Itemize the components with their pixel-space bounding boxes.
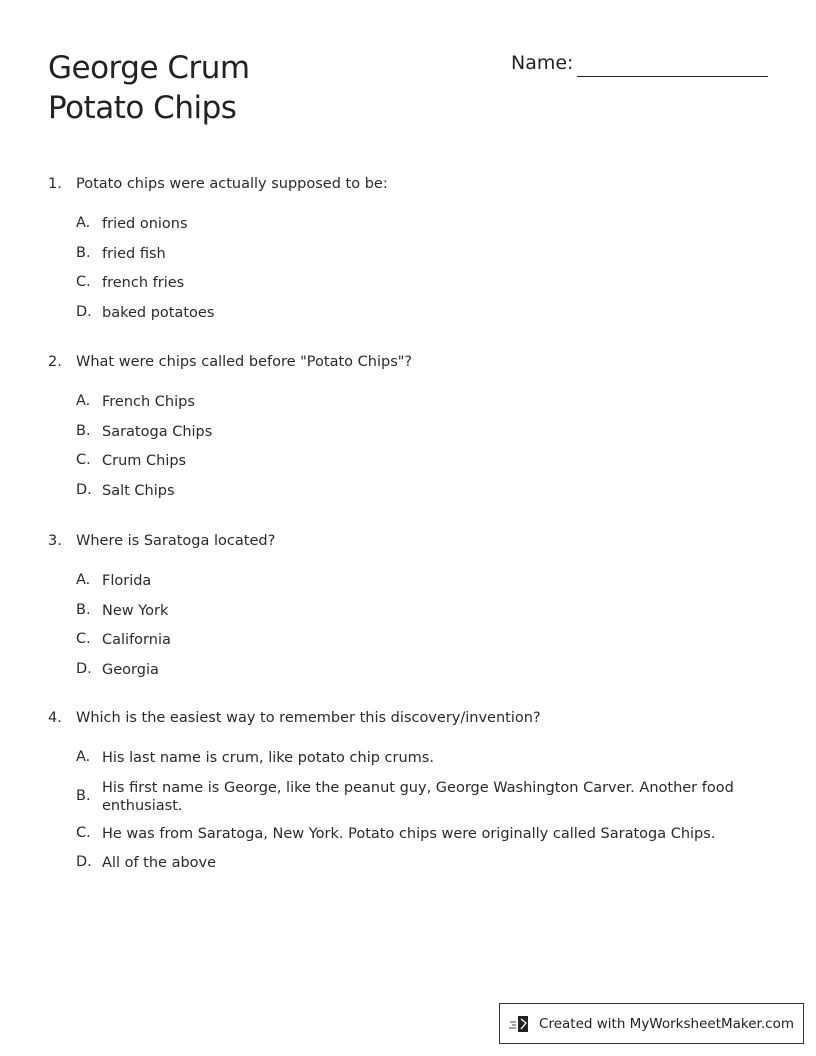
option-text: Florida xyxy=(102,573,152,589)
option-text: California xyxy=(102,632,171,648)
page-title xyxy=(48,48,250,128)
option-letter: B. xyxy=(76,787,91,804)
option-text: French Chips xyxy=(102,394,195,410)
option-letter: A. xyxy=(76,215,91,231)
question-number: 2. xyxy=(48,354,62,370)
option-letter: C. xyxy=(76,631,91,647)
question-text: What were chips called before "Potato Chips"? xyxy=(76,354,413,370)
option-text: fried fish xyxy=(102,245,166,262)
title-line-1: George Crum xyxy=(48,50,250,86)
option-letter: C. xyxy=(76,824,91,841)
option-letter: A. xyxy=(76,749,91,765)
option-text: Georgia xyxy=(102,661,159,678)
option-letter: D. xyxy=(76,854,92,870)
option-letter: A. xyxy=(76,572,91,588)
title-line-2: Potato Chips xyxy=(48,90,237,126)
option-text: His first name is George, like the peanut guy, George Washington Carver. Another food xyxy=(102,779,734,796)
option-letter: B. xyxy=(76,601,91,618)
question-text: Which is the easiest way to remember this discovery/invention? xyxy=(76,710,541,726)
option-text: Saratoga Chips xyxy=(102,423,213,440)
option-text: New York xyxy=(102,602,169,619)
option-text: french fries xyxy=(102,275,185,291)
option-letter: B. xyxy=(76,244,91,261)
question-number: 1. xyxy=(48,176,62,192)
name-field-line[interactable] xyxy=(577,76,768,77)
option-text: Crum Chips xyxy=(102,453,187,469)
question-number: 4. xyxy=(48,710,62,726)
option-letter: A. xyxy=(76,393,91,409)
footer-text: Created with MyWorksheetMaker.com xyxy=(539,1015,794,1032)
option-text: baked potatoes xyxy=(102,304,215,321)
option-letter: D. xyxy=(76,481,92,498)
option-letter: D. xyxy=(76,303,92,320)
name-label: Name: xyxy=(511,52,574,74)
option-text: All of the above xyxy=(102,855,217,871)
option-text: His last name is crum, like potato chip crums. xyxy=(102,750,434,766)
question-text: Potato chips were actually supposed to be: xyxy=(76,176,388,192)
option-text: fried onions xyxy=(102,216,188,232)
option-text: He was from Saratoga, New York. Potato chips were originally called Saratoga Chips. xyxy=(102,825,716,842)
option-letter: B. xyxy=(76,422,91,439)
question-number: 3. xyxy=(48,533,62,549)
worksheet-logo-icon xyxy=(509,1014,531,1034)
option-letter: D. xyxy=(76,660,92,677)
footer-badge xyxy=(499,1003,804,1044)
option-letter: C. xyxy=(76,452,91,468)
option-text: Salt Chips xyxy=(102,482,175,499)
question-text: Where is Saratoga located? xyxy=(76,533,276,549)
option-text-continued: enthusiast. xyxy=(102,797,183,814)
option-letter: C. xyxy=(76,274,91,290)
